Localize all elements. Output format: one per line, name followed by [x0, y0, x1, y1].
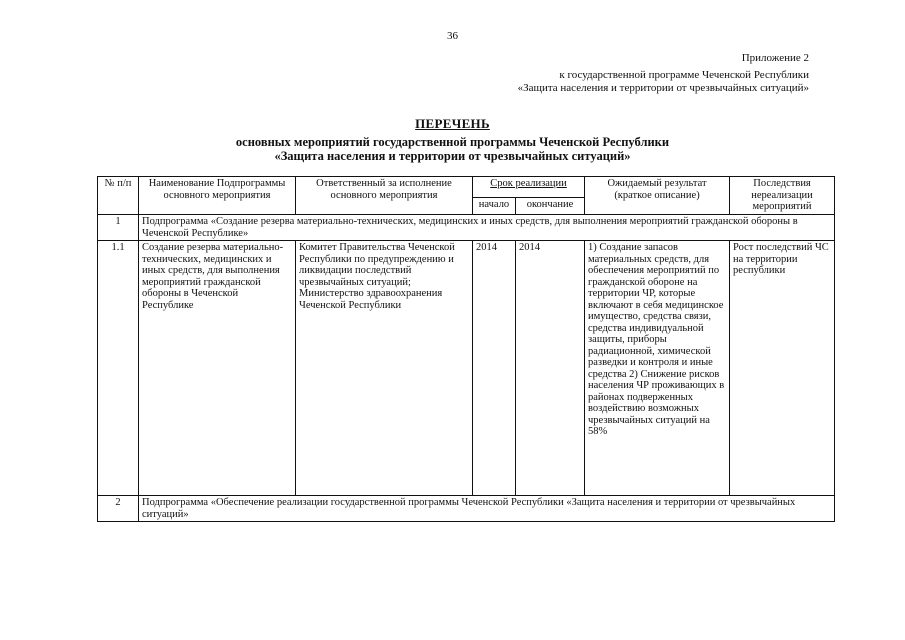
document-subtitle-line2: «Защита населения и территории от чрезвычайных ситуаций» [274, 149, 631, 163]
measure-name-cell: Создание резерва материально-технических, медицинских и иных средств, для выполнения мероприятий гражданской обороны в Чеченской Республике [139, 241, 296, 496]
subprogram-title: Подпрограмма «Обеспечение реализации государственной программы Чеченской Республики «Защита населения и территории от чрезвычайных ситуаций» [139, 496, 835, 522]
header-num: № п/п [98, 177, 139, 215]
header-name: Наименование Подпрограммы основного мероприятия [139, 177, 296, 215]
document-subtitle-line1: основных мероприятий государственной программы Чеченской Республики [235, 135, 670, 149]
row-num: 2 [98, 496, 139, 522]
header-result: Ожидаемый результат (краткое описание) [585, 177, 730, 215]
page-number: 36 [447, 30, 458, 42]
header-end: окончание [516, 198, 585, 215]
appendix-label: Приложение 2 [741, 52, 809, 64]
table-header-row [98, 177, 835, 198]
table-row [98, 215, 835, 241]
table-row [98, 496, 835, 522]
document-title: ПЕРЕЧЕНЬ [415, 116, 490, 131]
header-period: Срок реализации [473, 177, 585, 198]
start-year-cell: 2014 [473, 241, 516, 496]
end-year-cell: 2014 [516, 241, 585, 496]
row-num: 1.1 [98, 241, 139, 496]
appendix-program-name: «Защита населения и территории от чрезвычайных ситуаций» [517, 82, 809, 94]
responsible-cell: Комитет Правительства Чеченской Республики по предупреждению и ликвидации последствий чрезвычайных ситуаций; Министерство здравоохранения Чеченской Республики [296, 241, 473, 496]
table-row [98, 241, 835, 496]
header-consequences: Последствия нереализации мероприятий [730, 177, 835, 215]
consequences-cell: Рост последствий ЧС на территории республики [730, 241, 835, 496]
row-num: 1 [98, 215, 139, 241]
subprogram-title: Подпрограмма «Создание резерва материально-технических, медицинских и иных средств, для выполнения мероприятий гражданской обороны в Чеченской Республике» [139, 215, 835, 241]
header-start: начало [473, 198, 516, 215]
header-responsible: Ответственный за исполнение основного мероприятия [296, 177, 473, 215]
measures-table [97, 176, 835, 522]
expected-result-cell: 1) Создание запасов материальных средств, для обеспечения мероприятий по гражданской обороне на территории ЧР, которые включают в себя медицинское имущество, средства связи, средства индивидуальной защиты, приборы радиационной, химической разведки и контроля и иные средства 2) Снижение рисков населения ЧР проживающих в районах подверженных воздействию возможных чрезвычайных ситуаций на 58% [585, 241, 730, 496]
appendix-reference-line: к государственной программе Чеченской Республики [559, 69, 809, 81]
